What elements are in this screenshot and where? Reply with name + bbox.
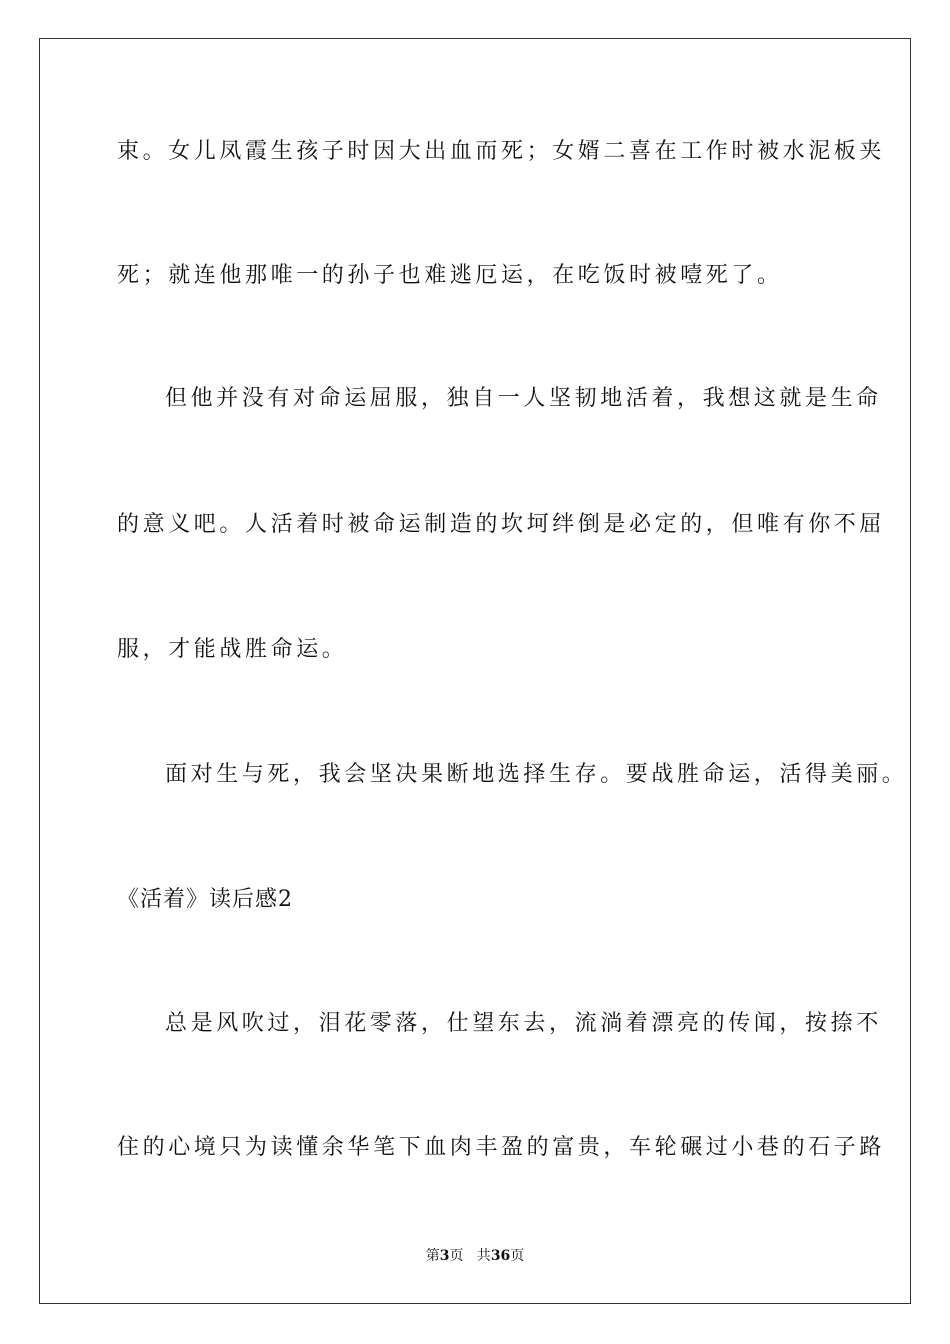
page-border [39,38,911,1304]
current-page-number: 3 [439,1248,450,1264]
body-text-line: 住的心境只为读懂余华笔下血肉丰盈的富贵，车轮碾过小巷的石子路 [117,1135,886,1160]
body-text-line: 的意义吧。人活着时被命运制造的坎坷绊倒是必定的，但唯有你不屈 [117,512,886,537]
body-text-line: 束。女儿凤霞生孩子时因大出血而死；女婿二喜在工作时被水泥板夹 [117,139,886,164]
body-text-line: 服，才能战胜命运。 [117,637,348,662]
section-heading: 《活着》读后感2 [117,887,293,912]
total-pages-number: 36 [490,1248,511,1264]
body-text-line: 死；就连他那唯一的孙子也难逃厄运，在吃饭时被噎死了。 [117,263,783,288]
paragraph-start-line: 但他并没有对命运屈服，独自一人坚韧地活着，我想这就是生命 [165,386,882,411]
paragraph-start-line: 面对生与死，我会坚决果断地选择生存。要战胜命运，活得美丽。 [165,762,908,787]
paragraph-start-line: 总是风吹过，泪花零落，仕望东去，流淌着漂亮的传闻，按捺不 [165,1011,882,1036]
footer-middle: 页 共 [449,1248,491,1264]
page-footer [0,1246,950,1266]
footer-suffix: 页 [510,1248,525,1264]
footer-prefix: 第 [425,1248,440,1264]
